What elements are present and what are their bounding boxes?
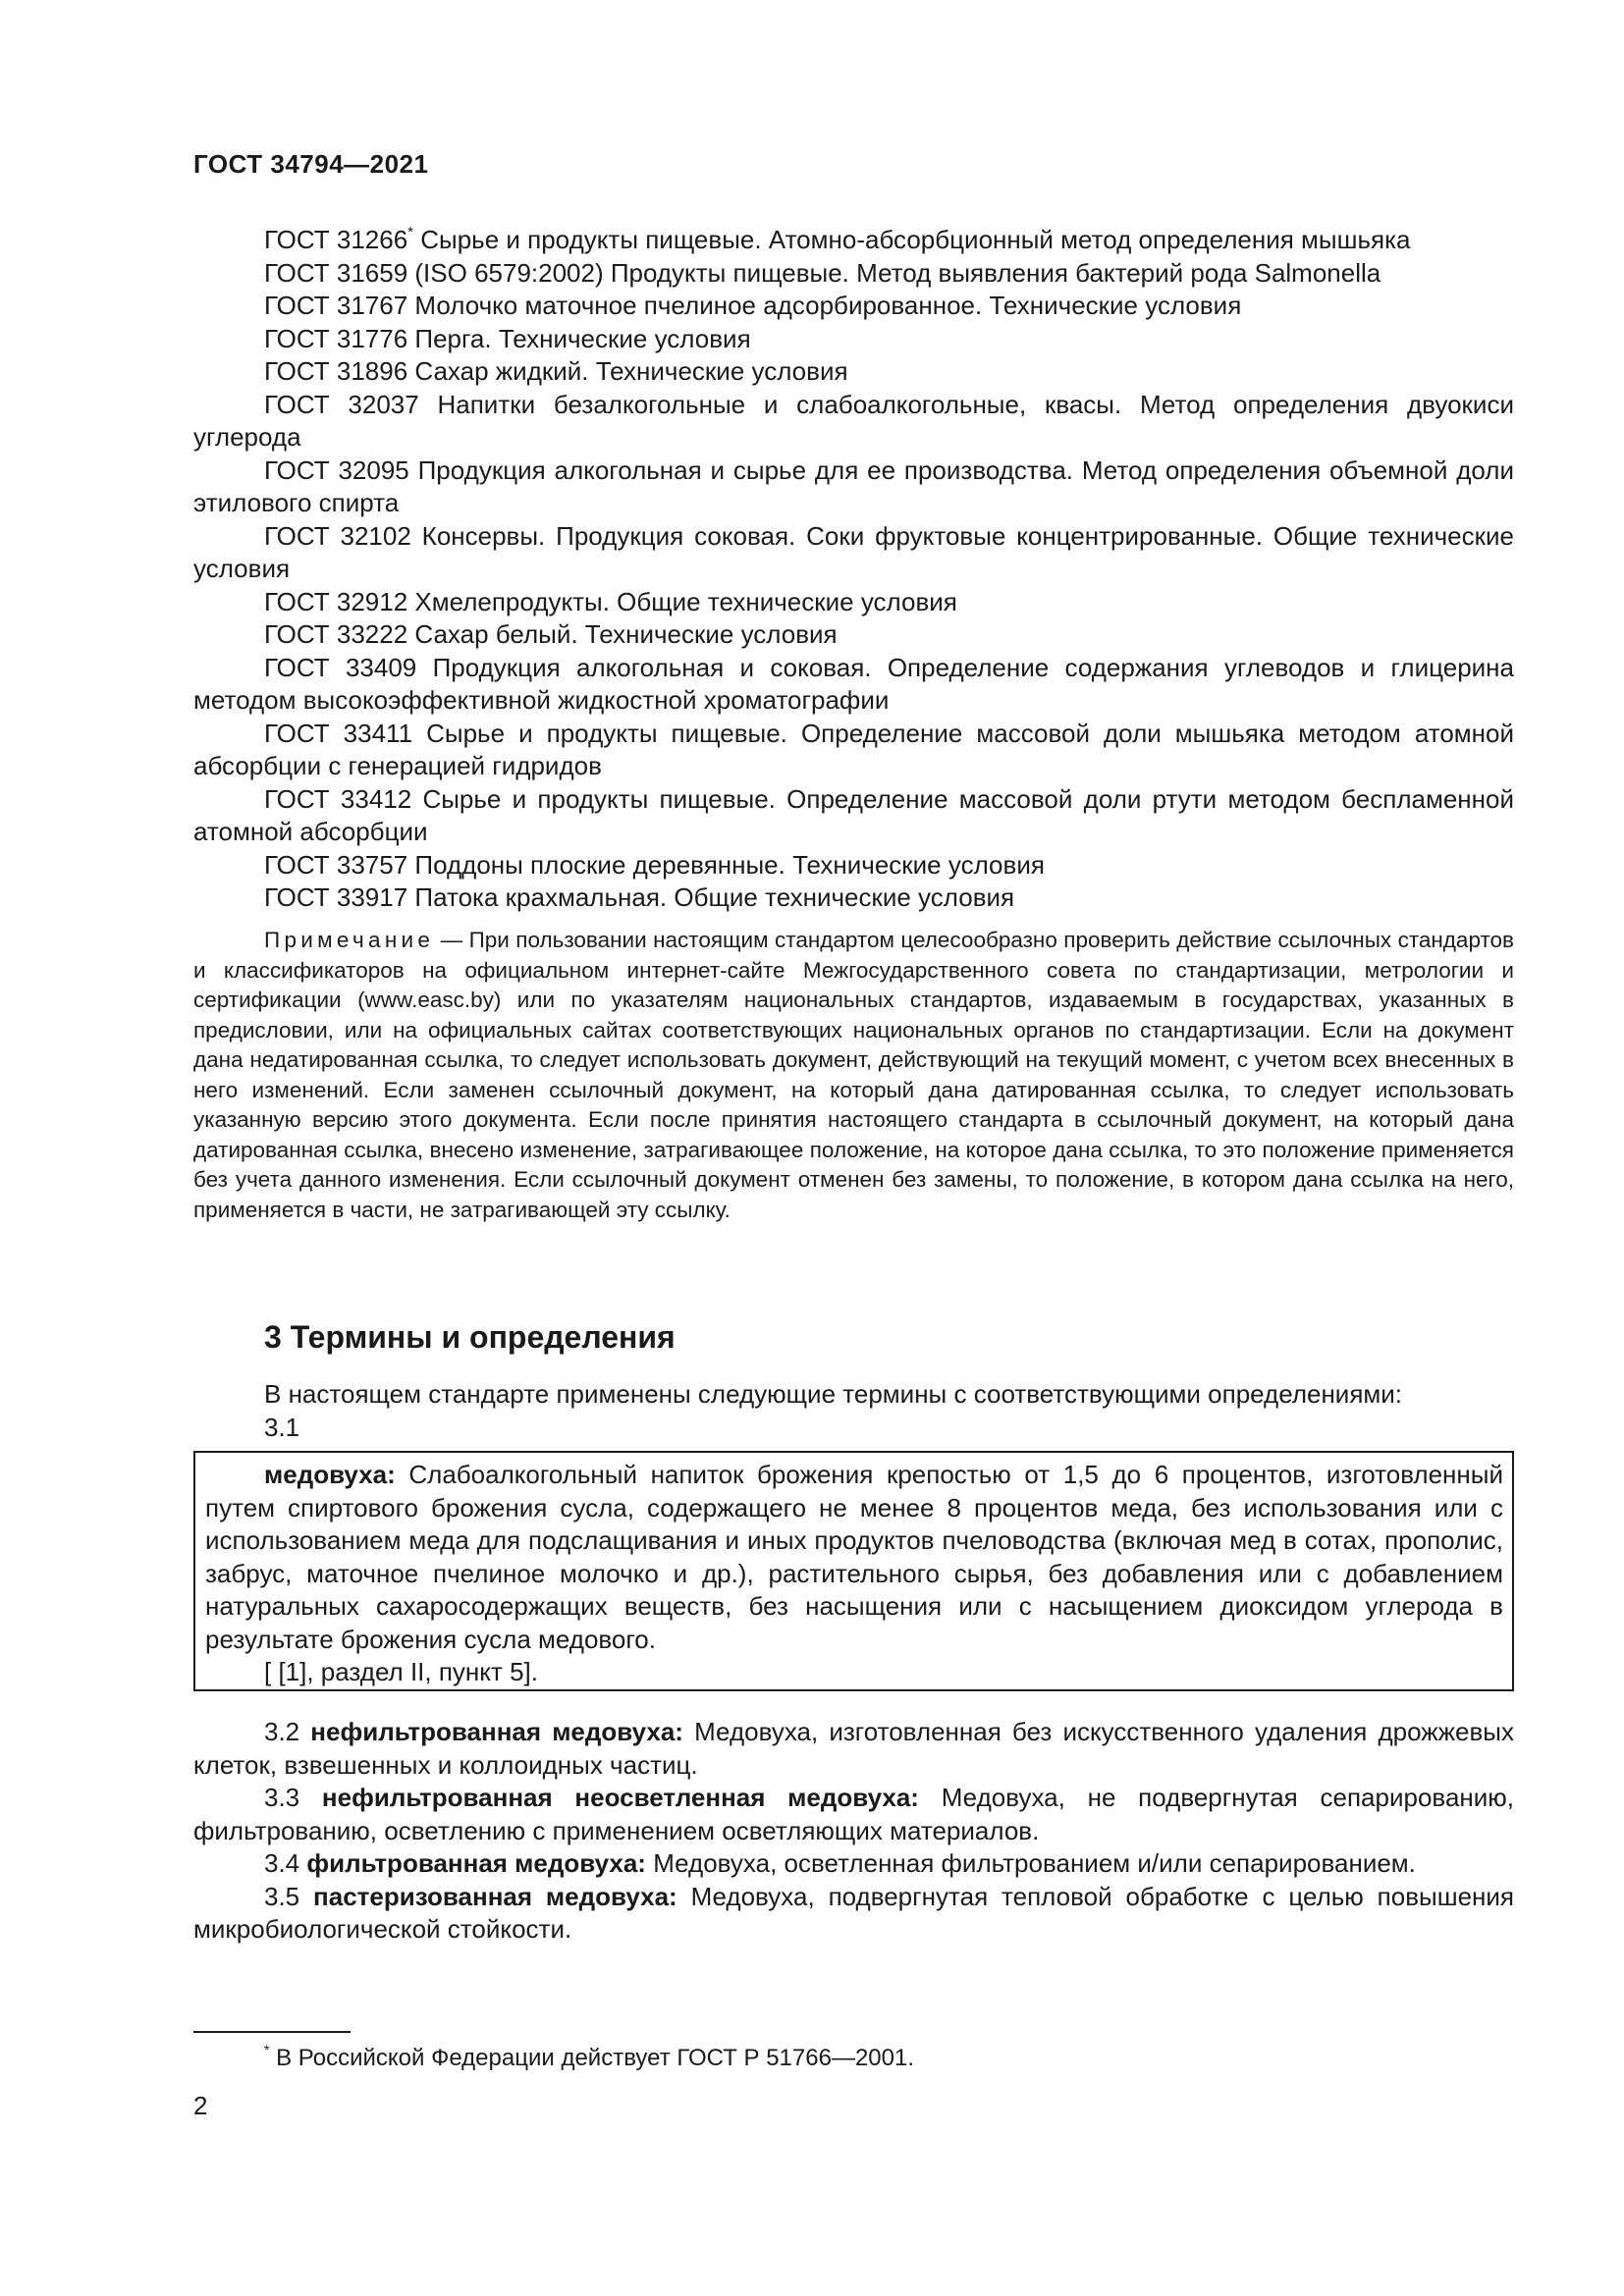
reference-item xyxy=(193,718,1514,783)
reference-code: ГОСТ 33412 xyxy=(264,783,412,814)
reference-item xyxy=(193,323,1514,356)
term-number: 3.5 xyxy=(264,1881,314,1911)
term-name: нефильтрованная неосветленная медовуха: xyxy=(321,1783,919,1812)
reference-item xyxy=(193,224,1514,257)
reference-title: Сахар жидкий. Технические условия xyxy=(407,356,848,386)
reference-code: ГОСТ 32095 xyxy=(264,454,409,485)
reference-code: ГОСТ 33917 xyxy=(264,882,408,912)
definition-item xyxy=(193,1716,1514,1782)
reference-code: ГОСТ 33409 xyxy=(264,652,417,682)
reference-title: Хмелепродукты. Общие технические условия xyxy=(407,586,957,616)
reference-item xyxy=(193,355,1514,389)
reference-code: ГОСТ 32102 xyxy=(264,520,411,551)
reference-code: ГОСТ 31776 xyxy=(264,323,408,353)
footnote xyxy=(264,2044,914,2073)
section-intro xyxy=(193,1378,1514,1444)
reference-code: ГОСТ 32912 xyxy=(264,586,408,616)
term-definition: Медовуха, не подвергнутая сепарированию, фильтрованию, осветлению с применением осветляющих материалов. xyxy=(193,1783,1515,1845)
reference-title: Напитки безалкогольные и слабоалкогольные, квасы. Метод определения двуокиси углерода xyxy=(193,389,1514,452)
reference-title: Сырье и продукты пищевые. Атомно-абсорбционный метод определения мышьяка xyxy=(413,225,1411,254)
reference-title: Поддоны плоские деревянные. Технические условия xyxy=(407,849,1045,880)
reference-item xyxy=(193,849,1514,882)
term-definition: Слабоалкогольный напиток брожения крепостью от 1,5 до 6 процентов, изготовленный путем спиртового брожения сусла, содержащего не менее 8 процентов меда, без использования или с использованием меда для подслащивания и иных продуктов пчеловодства (включая мед в сотах, прополис, забрус, маточное пчелиное молочко и др.), растительного сырья, без добавления или с добавлением натуральных сахаросодержащих веществ, без насыщения или с насыщением диоксидом углерода в результате брожения сусла медового. xyxy=(205,1460,1503,1654)
reference-code: ГОСТ 33411 xyxy=(264,718,413,748)
reference-title: Продукция алкогольная и сырье для ее производства. Метод определения объемной доли этилового спирта xyxy=(193,454,1514,517)
definition-item xyxy=(193,1847,1514,1881)
term-name: пастеризованная медовуха: xyxy=(313,1881,677,1911)
reference-code: ГОСТ 31896 xyxy=(264,356,408,386)
reference-item xyxy=(193,389,1514,454)
reference-code: ГОСТ 31659 xyxy=(264,257,408,288)
boxed-definition xyxy=(193,1451,1514,1691)
definition-source: [ [1], раздел II, пункт 5]. xyxy=(264,1657,538,1686)
reference-title: Консервы. Продукция соковая. Соки фруктовые концентрированные. Общие технические условия xyxy=(193,520,1514,583)
boxed-definition-text xyxy=(205,1459,1503,1656)
document-header: ГОСТ 34794—2021 xyxy=(193,149,429,179)
reference-code: ГОСТ 32037 xyxy=(264,389,419,419)
definition-item xyxy=(193,1782,1514,1847)
reference-code: ГОСТ 33757 xyxy=(264,849,408,880)
reference-item xyxy=(193,652,1514,718)
reference-item xyxy=(193,454,1514,520)
term-definition: Медовуха, осветленная фильтрованием и/или сепарированием. xyxy=(645,1848,1416,1878)
normative-references-list xyxy=(193,224,1514,915)
reference-item xyxy=(193,881,1514,915)
reference-title: Сырье и продукты пищевые. Определение массовой доли мышьяка методом атомной абсорбции с генерацией гидридов xyxy=(193,718,1515,780)
reference-item xyxy=(193,257,1514,291)
page-number: 2 xyxy=(193,2091,208,2120)
reference-item xyxy=(193,783,1514,849)
term-name: медовуха: xyxy=(264,1460,396,1489)
footnote-text: В Российской Федерации действует ГОСТ Р 51766—2001. xyxy=(269,2045,915,2071)
reference-title: Молочко маточное пчелиное адсорбированное. Технические условия xyxy=(407,291,1242,320)
term-number: 3.1 xyxy=(264,1412,300,1442)
reference-title: Сахар белый. Технические условия xyxy=(407,619,838,649)
footnote-divider xyxy=(193,2031,351,2033)
note-text: — При пользовании настоящим стандартом целесообразно проверить действие ссылочных стандартов и классификаторов на официальном интернет-сайте Межгосударственного совета по стандартизации, метрологии и сертификации (www.easc.by) или по указателям национальных стандартов, издаваемым в государствах, указанных в предисловии, или на официальных сайтах соответствующих национальных органов по стандартизации. Если на документ дана недатированная ссылка, то следует использовать документ, действующий на текущий момент, с учетом всех внесенных в него изменений. Если заменен ссылочный документ, на который дана датированная ссылка, то следует использовать указанную версию этого документа. Если после принятия настоящего стандарта в ссылочный документ, на который дана датированная ссылка, внесено изменение, затрагивающее положение, на которое дана ссылка, то это положение применяется без учета данного изменения. Если ссылочный документ отменен без замены, то положение, в котором дана ссылка на него, применяется в части, не затрагивающей эту ссылку. xyxy=(193,928,1514,1222)
definitions-list xyxy=(193,1716,1514,1947)
reference-title: Сырье и продукты пищевые. Определение массовой доли ртути методом беспламенной атомной абсорбции xyxy=(193,783,1514,846)
references-note xyxy=(193,926,1514,1225)
reference-title: Патока крахмальная. Общие технические условия xyxy=(407,882,1015,912)
note-label: Примечание xyxy=(264,928,435,952)
term-number: 3.2 xyxy=(264,1717,311,1746)
term-definition: Медовуха, изготовленная без искусственного удаления дрожжевых клеток, взвешенных и коллоидных частиц. xyxy=(193,1717,1514,1780)
footnote-mark: * xyxy=(264,2042,270,2057)
term-name: нефильтрованная медовуха: xyxy=(310,1717,683,1746)
reference-item xyxy=(193,520,1514,586)
reference-title: Продукция алкогольная и соковая. Определение содержания углеводов и глицерина методом высокоэффективной жидкостной хроматографии xyxy=(193,652,1514,715)
term-name: фильтрованная медовуха: xyxy=(306,1848,646,1878)
reference-item xyxy=(193,586,1514,619)
reference-title: Перга. Технические условия xyxy=(407,323,751,353)
section-title: 3 Термины и определения xyxy=(264,1319,676,1355)
intro-text: В настоящем стандарте применены следующие термины с соответствующими определениями: xyxy=(264,1379,1403,1409)
reference-item xyxy=(193,618,1514,652)
term-number: 3.3 xyxy=(264,1783,322,1812)
reference-item xyxy=(193,290,1514,323)
reference-code: ГОСТ 31266 xyxy=(264,225,408,254)
footnote-mark: * xyxy=(407,224,414,241)
reference-code: ГОСТ 31767 xyxy=(264,291,408,320)
reference-title: (ISO 6579:2002) Продукты пищевые. Метод выявления бактерий рода Salmonella xyxy=(407,257,1381,288)
reference-code: ГОСТ 33222 xyxy=(264,619,408,649)
term-definition: Медовуха, подвергнутая тепловой обработке с целью повышения микробиологической стойкости. xyxy=(193,1881,1514,1944)
definition-item xyxy=(193,1881,1514,1947)
term-number: 3.4 xyxy=(264,1848,307,1878)
